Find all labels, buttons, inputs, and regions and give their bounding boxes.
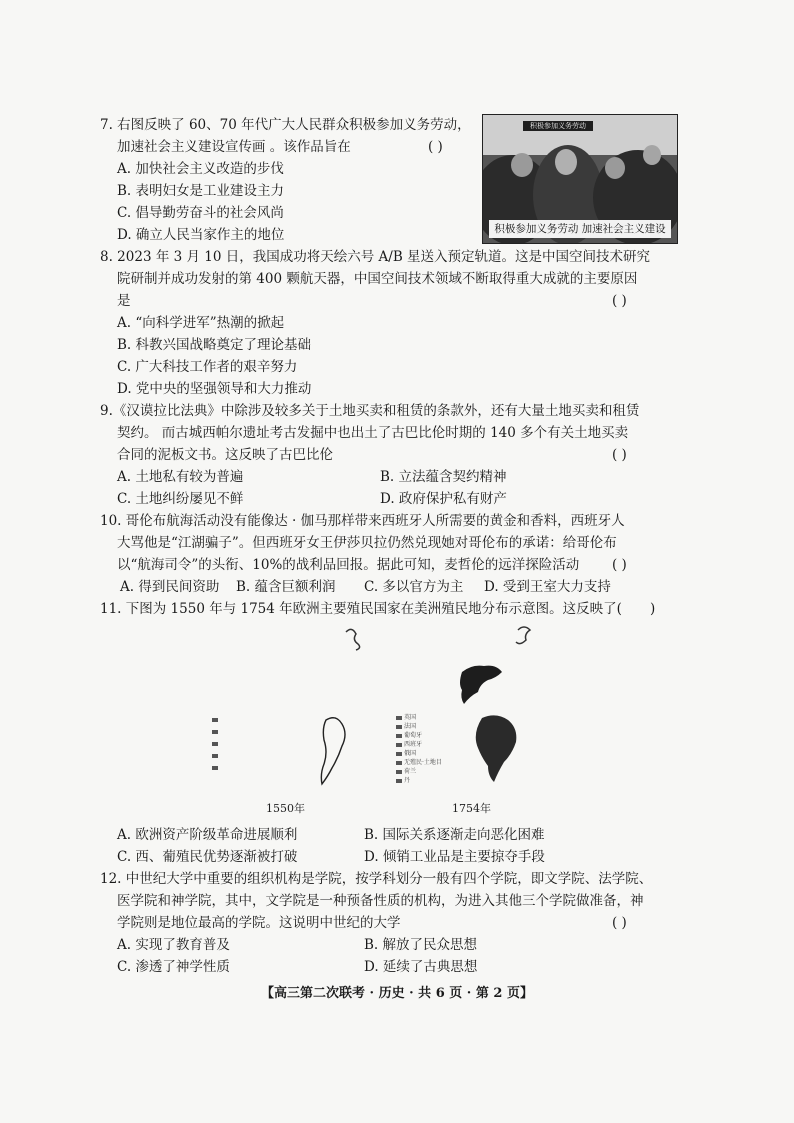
q9-answer-paren: ( )	[612, 447, 627, 463]
q11-option-d: D. 倾销工业品是主要掠夺手段	[364, 849, 545, 865]
q8-stem-line3: 是	[117, 293, 131, 309]
map-1754-north-outline	[516, 627, 530, 644]
legend-1754-item-1: 英国	[396, 714, 416, 721]
q10-stem-line2: 大骂他是“江湖骗子”。但西班牙女王伊莎贝拉仍然兑现她对哥伦布的承诺：给哥伦布	[117, 535, 617, 551]
q10-option-a: A. 得到民间资助	[120, 579, 220, 595]
q7-option-b: B. 表明妇女是工业建设主力	[117, 183, 285, 199]
poster-banner: 积极参加义务劳动	[523, 121, 593, 131]
q12-answer-paren: ( )	[612, 915, 627, 931]
legend-1754-item-6: 无殖民·土地目	[396, 759, 442, 766]
page-footer: 【高三第二次联考 · 历史 · 共 6 页 · 第 2 页】	[261, 986, 533, 1001]
legend-1550-swatch-5	[212, 764, 220, 771]
map-1550-south-america	[321, 718, 345, 784]
q11-stem-line1: 11. 下图为 1550 年与 1754 年欧洲主要殖民国家在美洲殖民地分布示意图。这反映了(	[100, 601, 622, 617]
q8-option-b: B. 科教兴国战略奠定了理论基础	[117, 337, 312, 353]
q8-stem-line2: 院研制并成功发射的第 400 颗航天器，中国空间技术领域不断取得重大成就的主要原因	[117, 271, 638, 287]
q9-option-b: B. 立法蕴含契约精神	[380, 469, 507, 485]
q7-option-a: A. 加快社会主义改造的步伐	[117, 161, 284, 177]
legend-1550-swatch-4	[212, 752, 220, 759]
legend-1550-swatch-1	[212, 716, 220, 723]
q10-option-c: C. 多以官方为主	[364, 579, 464, 595]
q8-option-d: D. 党中央的坚强领导和大力推动	[117, 381, 312, 397]
legend-1550-swatch-2	[212, 728, 220, 735]
q9-stem-line2: 契约。 而古城西帕尔遗址考古发掘中也出土了古巴比伦时期的 140 多个有关土地买卖	[117, 425, 629, 441]
poster-caption: 积极参加义务劳动 加速社会主义建设	[489, 220, 671, 238]
legend-1754-item-2: 法国	[396, 723, 416, 730]
q12-option-a: A. 实现了教育普及	[117, 937, 230, 953]
q11-answer-paren-end: )	[650, 601, 656, 617]
propaganda-poster-image	[482, 114, 678, 244]
colonial-maps-figure	[200, 620, 560, 820]
map-label-1550: 1550年	[266, 802, 305, 815]
q12-option-b: B. 解放了民众思想	[364, 937, 478, 953]
legend-1754-item-4: 西班牙	[396, 741, 422, 748]
q9-option-d: D. 政府保护私有财产	[380, 491, 507, 507]
legend-1754-item-8: 丹	[396, 777, 410, 784]
q10-option-b: B. 蕴含巨额利润	[236, 579, 336, 595]
q7-stem-line2: 加速社会主义建设宣传画 。该作品旨在	[117, 139, 351, 155]
q12-stem-line3: 学院则是地位最高的学院。这说明中世纪的大学	[117, 915, 401, 931]
legend-1754-item-7: 荷兰	[396, 768, 416, 775]
q9-option-c: C. 土地纠纷屡见不鲜	[117, 491, 244, 507]
colonial-maps-svg	[200, 620, 560, 820]
q8-option-a: A. “向科学进军”热潮的掀起	[117, 315, 285, 331]
q10-answer-paren: ( )	[612, 557, 627, 573]
q7-option-d: D. 确立人民当家作主的地位	[117, 227, 285, 243]
map-1754-north-america	[460, 666, 502, 704]
q8-stem-line1: 8. 2023 年 3 月 10 日，我国成功将天绘六号 A/B 星送入预定轨道。这是中国空间技术研究	[100, 249, 651, 265]
q10-stem-line3: 以“航海司令”的头衔、10%的战利品回报。据此可知，麦哲伦的远洋探险活动	[117, 557, 580, 573]
q8-option-c: C. 广大科技工作者的艰辛努力	[117, 359, 298, 375]
q11-option-b: B. 国际关系逐渐走向恶化困难	[364, 827, 545, 843]
q8-answer-paren: ( )	[612, 293, 627, 309]
q7-stem-line1: 7. 右图反映了 60、70 年代广大人民群众积极参加义务劳动，	[100, 117, 471, 133]
q12-option-c: C. 渗透了神学性质	[117, 959, 230, 975]
q9-option-a: A. 土地私有较为普遍	[117, 469, 244, 485]
q11-option-c: C. 西、葡殖民优势逐渐被打破	[117, 849, 298, 865]
map-1550-north-outline	[346, 629, 360, 650]
q7-answer-paren: ( )	[428, 139, 443, 155]
q9-stem-line3: 合同的泥板文书。这反映了古巴比伦	[117, 447, 333, 463]
legend-1754-item-3: 葡萄牙	[396, 732, 422, 739]
q10-stem-line1: 10. 哥伦布航海活动没有能像达 · 伽马那样带来西班牙人所需要的黄金和香料，西班牙人	[100, 513, 625, 529]
q10-option-d: D. 受到王室大力支持	[484, 579, 611, 595]
q12-stem-line1: 12. 中世纪大学中重要的组织机构是学院，按学科划分一般有四个学院，即文学院、法学院、	[100, 871, 653, 887]
map-label-1754: 1754年	[452, 802, 491, 815]
q12-stem-line2: 医学院和神学院，其中，文学院是一种预备性质的机构，为进入其他三个学院做准备，神	[117, 893, 644, 909]
map-1754-south-america	[476, 715, 517, 782]
q12-option-d: D. 延续了古典思想	[364, 959, 478, 975]
q7-option-c: C. 倡导勤劳奋斗的社会风尚	[117, 205, 284, 221]
legend-1550-swatch-3	[212, 740, 220, 747]
legend-1754-item-5: 俄国	[396, 750, 416, 757]
q11-option-a: A. 欧洲资产阶级革命进展顺利	[117, 827, 298, 843]
q9-stem-line1: 9.《汉谟拉比法典》中除涉及较多关于土地买卖和租赁的条款外，还有大量土地买卖和租赁	[100, 403, 640, 419]
